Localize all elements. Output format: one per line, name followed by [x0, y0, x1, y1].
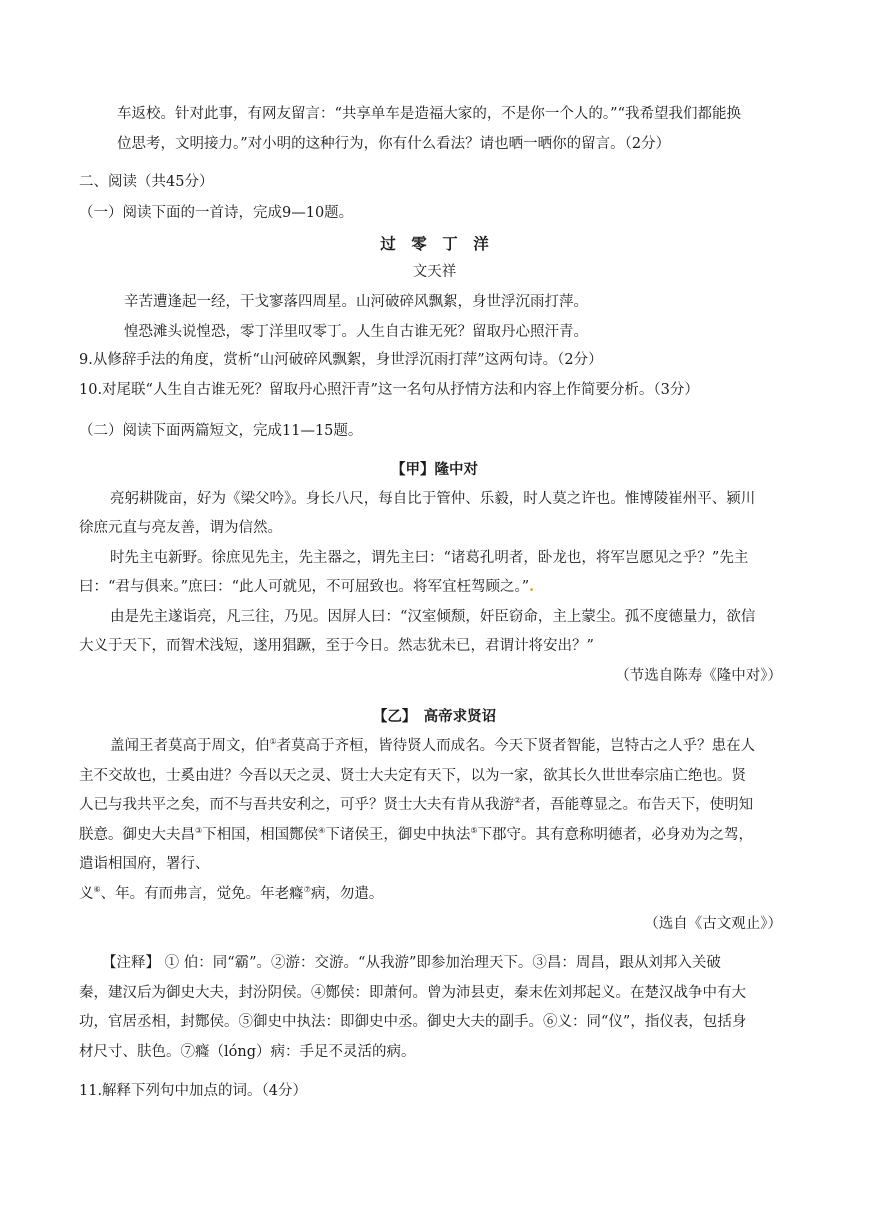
question-9: 9.从修辞手法的角度，赏析“山河破碎风飘絮，身世浮沉雨打萍”这两句诗。（2分）	[79, 352, 603, 368]
section-heading: 二、阅读（共45分）	[79, 174, 214, 190]
footnote-ref-5: ⑤	[470, 826, 478, 835]
footnote-ref-7: ⑦	[303, 885, 311, 894]
yi-line-5: 遣诣相国府，署行、	[79, 856, 210, 872]
notes-line-3: 功，官居丞相，封酂侯。⑤御史中执法：即御史中丞。御史大夫的副手。⑥义：同“仪”，指仪表，包括身	[79, 1014, 747, 1030]
jia-p2-line-1: 时先主屯新野。徐庶见先主，先主器之，谓先主曰：“诸葛孔明者，卧龙也，将军岂愿见之乎？”先主	[110, 550, 749, 566]
notes-label: 【注释】	[102, 955, 160, 971]
question-11: 11.解释下列句中加点的词。（4分）	[79, 1083, 308, 1099]
footnote-ref-2: ②	[514, 796, 522, 805]
notes-line-2: 秦，建汉后为御史大夫，封汾阴侯。④酂侯：即萧何。曾为沛县吏，秦末佐刘邦起义。在楚汉战争中有大	[79, 985, 746, 1001]
part1-instruction: （一）阅读下面的一首诗，完成9—10题。	[79, 205, 354, 221]
footnote-ref-6: ⑥	[93, 885, 101, 894]
poem-line-1: 辛苦遭逢起一经，干戈寥落四周星。山河破碎风飘絮，身世浮沉雨打萍。	[124, 294, 588, 310]
poem-line-2: 惶恐滩头说惶恐，零丁洋里叹零丁。人生自古谁无死？留取丹心照汗青。	[124, 324, 588, 340]
jia-p1-line-1: 亮躬耕陇亩，好为《梁父吟》。身长八尺，每自比于管仲、乐毅，时人莫之许也。惟博陵崔州平、颍川	[110, 491, 756, 507]
yi-line-3: 人已与我共平之矣，而不与吾共安利之，可乎？贤士大夫有肯从我游②者，吾能尊显之。布告天下，使明知	[79, 796, 754, 813]
notes-line-1: 【注释】 ① 伯：同“霸”。②游：交游。“从我游”即参加治理天下。③昌：周昌，跟从刘邦入关破	[102, 955, 721, 971]
poem-title: 过 零 丁 洋	[380, 234, 489, 253]
question-10: 10.对尾联“人生自古谁无死？留取丹心照汗青”这一名句从抒情方法和内容上作简要分析。（3分）	[79, 382, 699, 398]
highlight-mark: .	[529, 578, 535, 595]
yi-source: （选自《古文观止》）	[644, 916, 782, 932]
footnote-ref-3: ③	[195, 826, 203, 835]
yi-line-1: 盖闻王者莫高于周文，伯①者莫高于齐桓，皆待贤人而成名。今天下贤者智能，岂特古之人乎？患在人	[110, 737, 756, 754]
yi-line-2: 主不交故也，士奚由进？今吾以天之灵、贤士大夫定有天下，以为一家，欲其长久世世奉宗庙亡绝也。贤	[79, 768, 746, 784]
text-yi-title: 【乙】 高帝求贤诏	[372, 708, 497, 725]
jia-source: （节选自陈寿《隆中对》）	[615, 668, 782, 684]
jia-p2-line-2: 曰：“君与俱来。”庶曰：“此人可就见，不可屈致也。将军宜枉驾顾之。”.	[79, 578, 535, 595]
yi-line-4: 朕意。御史大夫昌③下相国，相国酂侯④下诸侯王，御史中执法⑤下郡守。其有意称明德者，必身劝为之驾，	[79, 826, 754, 843]
poem-author: 文天祥	[412, 264, 457, 280]
jia-p3-line-1: 由是先主遂诣亮，凡三往，乃见。因屏人曰：“汉室倾颓，奸臣窃命，主上蒙尘。孤不度德量力，欲信	[110, 609, 756, 625]
part2-instruction: （二）阅读下面两篇短文，完成11—15题。	[79, 423, 363, 439]
q8-text-line-1: 车返校。针对此事，有网友留言：“共享单车是造福大家的，不是你一个人的。”“我希望我们都能换	[117, 106, 741, 122]
jia-p3-line-2: 大义于天下，而智术浅短，遂用猖蹶，至于今日。然志犹未已，君谓计将安出？”	[79, 638, 594, 654]
text-jia-title: 【甲】隆中对	[391, 461, 478, 478]
notes-line-4: 材尺寸、肤色。⑦癃（lóng）病：手足不灵活的病。	[79, 1044, 416, 1060]
footnote-ref-1: ①	[269, 737, 277, 746]
yi-line-6: 义⑥、年。有而弗言，觉免。年老癃⑦病，勿遣。	[79, 885, 384, 902]
q8-text-line-2: 位思考，文明接力。”对小明的这种行为，你有什么看法？请也晒一晒你的留言。（2分）	[117, 136, 671, 152]
jia-p1-line-2: 徐庶元直与亮友善，谓为信然。	[79, 520, 282, 536]
footnote-ref-4: ④	[318, 826, 326, 835]
